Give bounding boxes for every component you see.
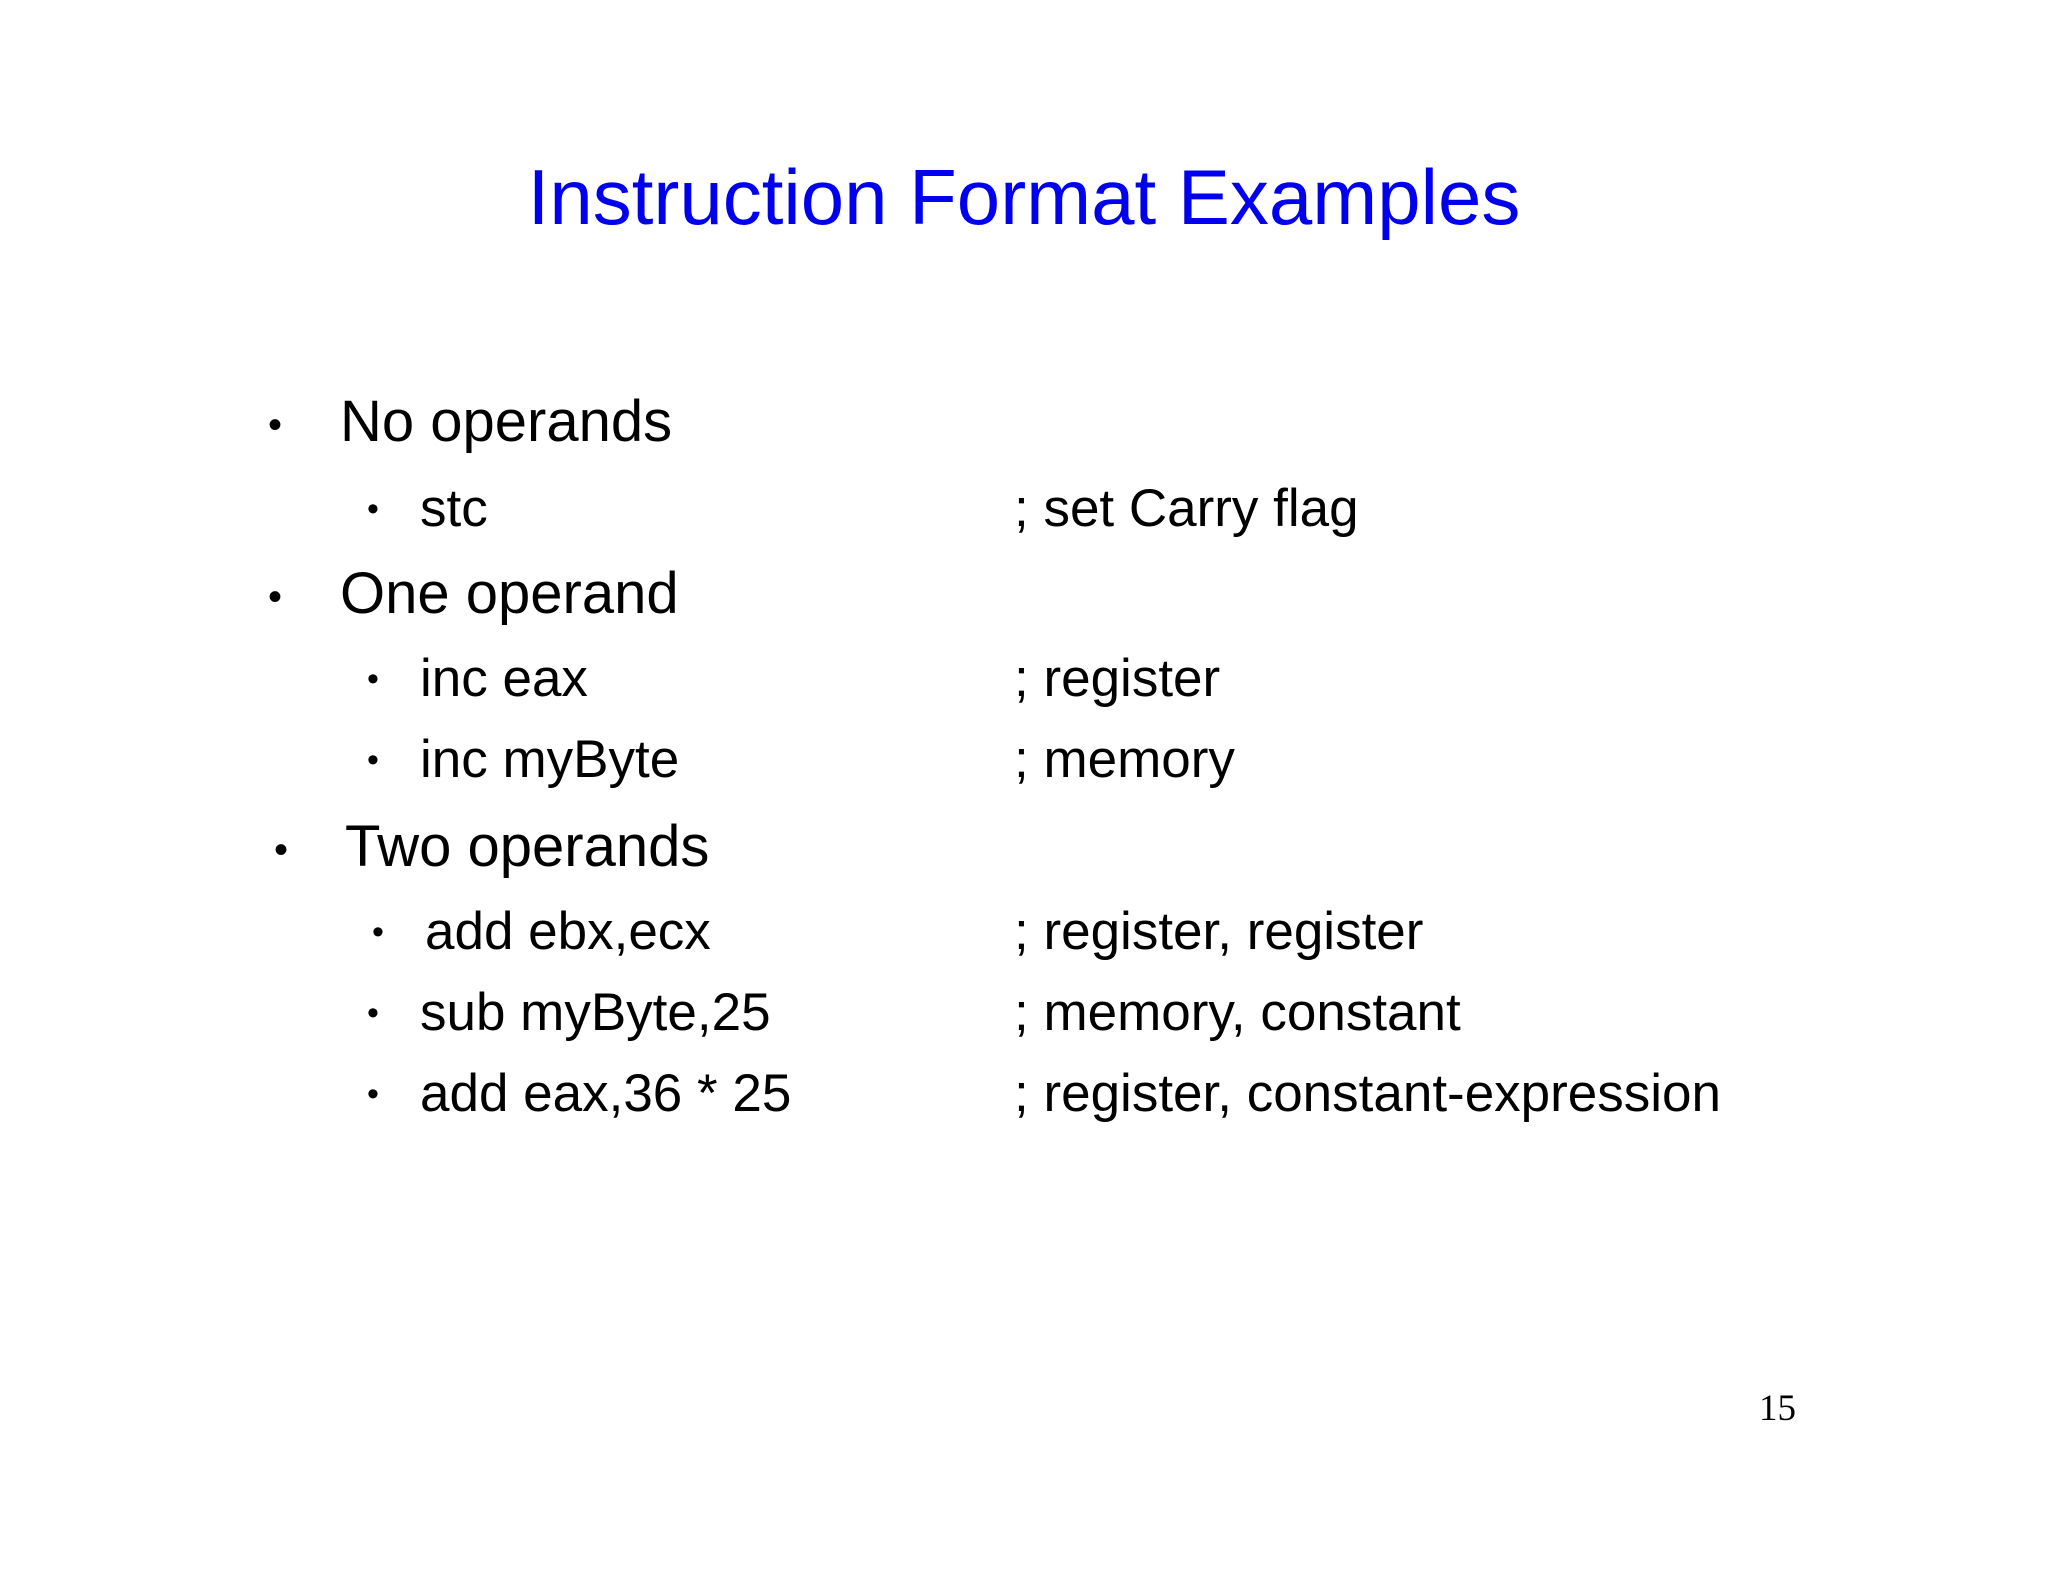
instruction-code: sub myByte,25 [420, 983, 771, 1042]
bullet-icon: • [367, 490, 379, 528]
bullet-heading: One operand [340, 561, 679, 626]
bullet-icon: • [268, 403, 283, 447]
bullet-icon: • [372, 913, 384, 951]
instruction-code: stc [420, 479, 488, 538]
bullet-icon: • [367, 660, 379, 698]
instruction-comment: ; register, constant-expression [1014, 1064, 1722, 1123]
instruction-comment: ; register [1014, 649, 1221, 708]
bullet-heading: No operands [340, 389, 673, 454]
page-number: 15 [1759, 1388, 1796, 1429]
instruction-comment: ; register, register [1014, 902, 1424, 961]
bullet-icon: • [367, 1075, 379, 1113]
instruction-comment: ; memory, constant [1014, 983, 1461, 1042]
instruction-comment: ; set Carry flag [1014, 479, 1359, 538]
bullet-icon: • [268, 575, 283, 619]
slide-title: Instruction Format Examples [527, 153, 1521, 241]
bullet-icon: • [367, 741, 379, 779]
instruction-code: add eax,36 * 25 [420, 1064, 792, 1123]
instruction-code: inc myByte [420, 730, 680, 789]
instruction-code: add ebx,ecx [425, 902, 711, 961]
bullet-heading: Two operands [345, 814, 710, 879]
bullet-icon: • [274, 828, 289, 872]
instruction-code: inc eax [420, 649, 588, 708]
instruction-comment: ; memory [1014, 730, 1235, 789]
bullet-icon: • [367, 994, 379, 1032]
